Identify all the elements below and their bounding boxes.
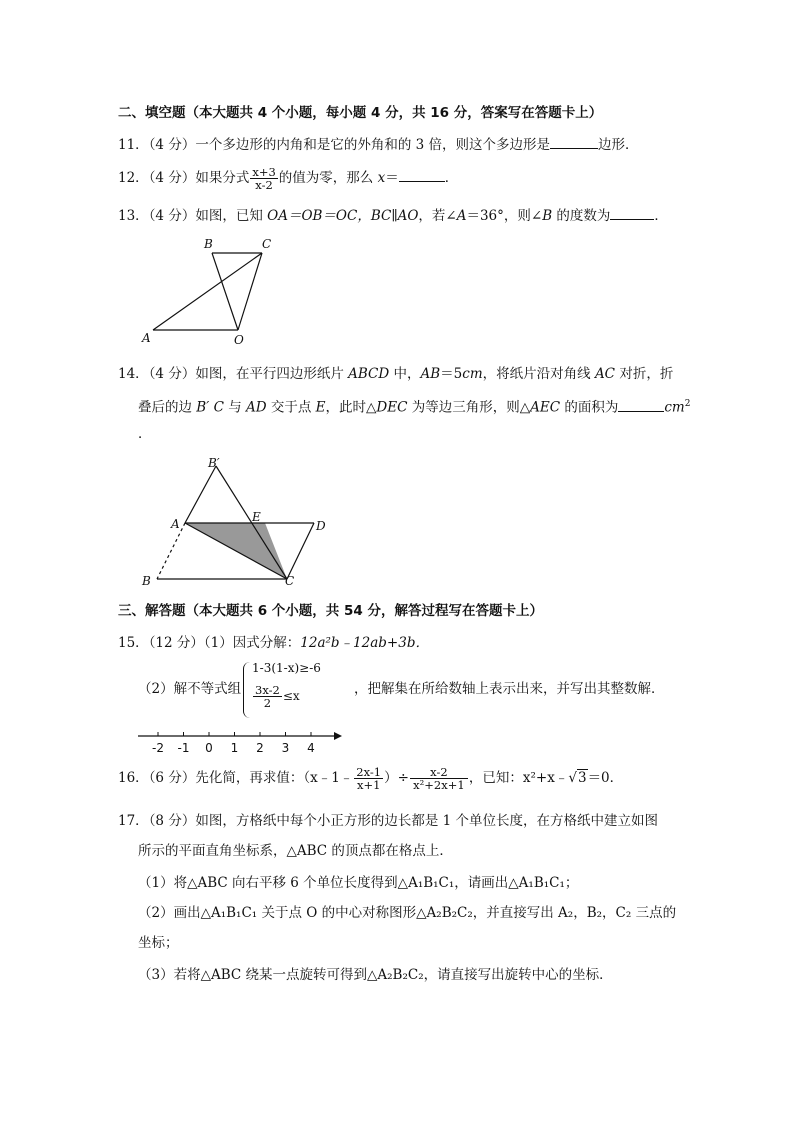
- question-17-step2: （2）画出△A₁B₁C₁ 关于点 O 的中心对称图形△A₂B₂C₂，并直接写出 A₂，B₂，C₂ 三点的: [138, 905, 677, 921]
- axis-tick-label: 2: [256, 741, 264, 755]
- figure-14: [138, 452, 338, 592]
- question-15-part1: 15．（12 分）（1）因式分解：12a²b﹣12ab+3b．: [118, 635, 429, 651]
- section-2-title: 二、填空题（本大题共 4 个小题，每小题 4 分，共 16 分，答案写在答题卡上）: [118, 105, 603, 121]
- fraction: $\frac{x+3}{x-2}$: [252, 165, 276, 192]
- label-14-B: B: [142, 574, 151, 588]
- question-17-step2b: 坐标；: [138, 935, 179, 951]
- label-13-O: O: [234, 333, 244, 346]
- question-17-step3: （3）若将△ABC 绕某一点旋转可得到△A₂B₂C₂，请直接写出旋转中心的坐标．: [138, 967, 613, 983]
- question-15-part2-label: （2）解不等式组: [138, 681, 242, 697]
- answer-blank-14: [618, 399, 664, 412]
- question-11: 11．（4 分）一个多边形的内角和是它的外角和的 3 倍，则这个多边形是 边形．: [118, 137, 639, 153]
- number-line: [136, 728, 346, 758]
- answer-blank-11: [550, 136, 598, 149]
- label-14-Bprime: B′: [208, 456, 220, 470]
- question-17-line2: 所示的平面直角坐标系，△ABC 的顶点都在格点上．: [138, 843, 453, 859]
- question-14-line2: 叠后的边 B′ C 与 AD 交于点 E，此时△DEC 为等边三角形，则△AEC 的面积为 $cm^2$: [138, 399, 691, 416]
- label-13-A: A: [142, 331, 151, 345]
- inequality-2: $\frac{3x-2}{2}$ ≤x: [255, 683, 300, 710]
- inequality-brace: [243, 662, 250, 718]
- label-14-A: A: [171, 517, 180, 531]
- section-3-title: 三、解答题（本大题共 6 个小题，共 54 分，解答过程写在答题卡上）: [118, 603, 543, 619]
- question-15-part2-text: ，把解集在所给数轴上表示出来，并写出其整数解．: [354, 681, 665, 697]
- axis-tick-label: 0: [205, 741, 213, 755]
- label-14-E: E: [252, 510, 261, 524]
- label-14-D: D: [316, 519, 326, 533]
- question-16: 16．（6 分）先化简，再求值：（x﹣1﹣ $\frac{2x-1}{x+1}$ ）÷ $\frac{x-2}{\text{x²+2x+1}}$ ，已知：x²+x﹣√3＝0．: [118, 765, 624, 792]
- axis-tick-label: 3: [281, 741, 290, 755]
- answer-blank-12: [399, 169, 445, 182]
- question-14-line3: ．: [138, 426, 152, 442]
- label-13-B: B: [204, 237, 213, 251]
- figure-13: [138, 234, 288, 346]
- inequality-1: 1-3(1-x)≥-6: [252, 661, 321, 675]
- answer-blank-13: [610, 207, 654, 220]
- axis-tick-label: -2: [152, 741, 164, 755]
- question-12: 12．（4 分）如果分式 $\frac{x+3}{x-2}$ 的值为零，那么 x＝ ．: [118, 165, 459, 192]
- question-14-line1: 14．（4 分）如图，在平行四边形纸片 ABCD 中，AB＝5cm，将纸片沿对角线 AC 对折，折: [118, 366, 674, 382]
- axis-tick-label: -1: [177, 741, 190, 755]
- question-17-line1: 17．（8 分）如图，方格纸中每个小正方形的边长都是 1 个单位长度，在方格纸中建立如图: [118, 813, 658, 829]
- question-17-step1: （1）将△ABC 向右平移 6 个单位长度得到△A₁B₁C₁，请画出△A₁B₁C₁；: [138, 875, 579, 891]
- question-13: 13．（4 分）如图，已知 OA＝OB＝OC，BC∥AO，若∠A＝36°，则∠B 的度数为 ．: [118, 208, 668, 224]
- axis-tick-label: 1: [230, 741, 239, 755]
- label-13-C: C: [262, 237, 272, 251]
- label-14-C: C: [285, 574, 295, 588]
- axis-tick-label: 4: [307, 741, 315, 755]
